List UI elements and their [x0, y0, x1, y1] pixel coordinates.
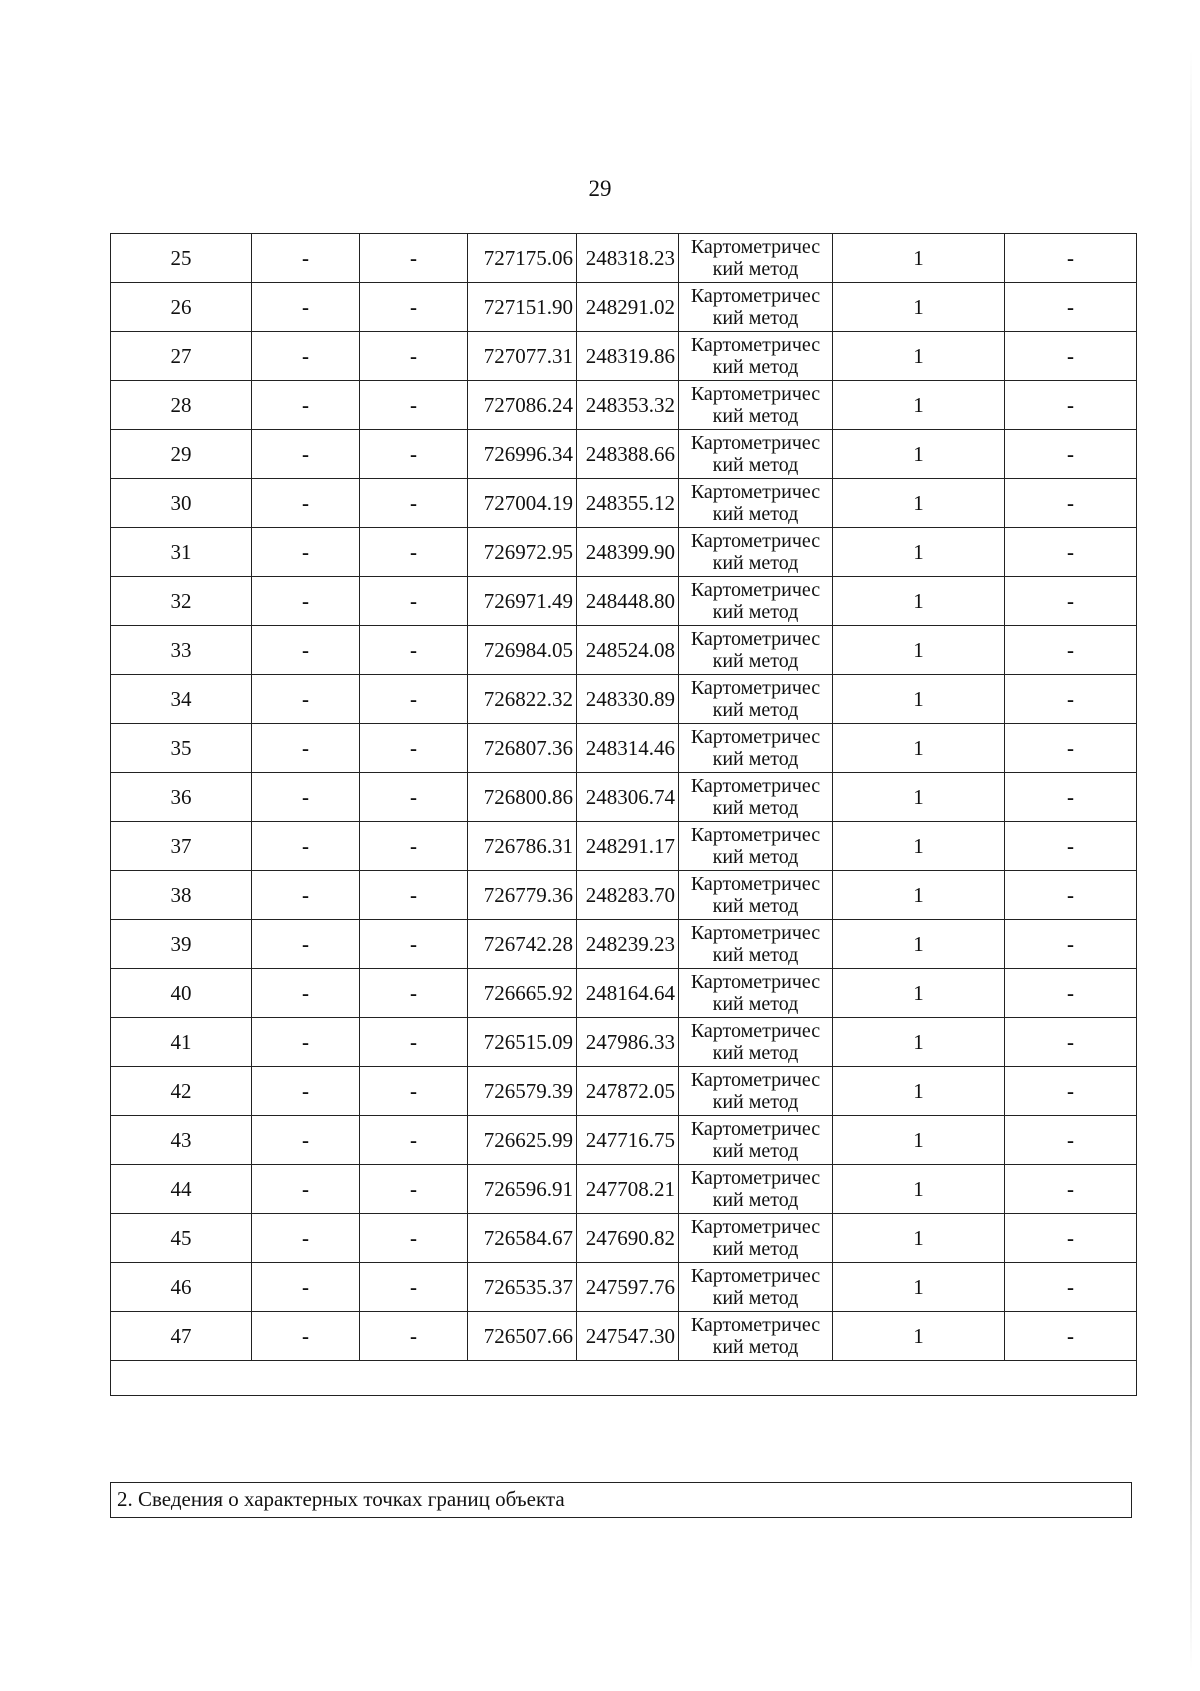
old-y-cell: - [360, 528, 468, 577]
point-description-cell: - [1005, 577, 1137, 626]
method-cell: Картометричес кий метод [679, 528, 833, 577]
point-number-cell: 29 [111, 430, 252, 479]
x-coordinate-cell: 727175.06 [468, 234, 577, 283]
old-x-cell: - [252, 1116, 360, 1165]
point-number-cell: 36 [111, 773, 252, 822]
x-coordinate-cell: 727086.24 [468, 381, 577, 430]
boundary-points-table [110, 233, 1137, 1396]
accuracy-cell: 1 [833, 234, 1005, 283]
old-x-cell: - [252, 283, 360, 332]
method-cell: Картометричес кий метод [679, 479, 833, 528]
accuracy-cell: 1 [833, 479, 1005, 528]
point-number-cell: 30 [111, 479, 252, 528]
accuracy-cell: 1 [833, 920, 1005, 969]
x-coordinate-cell: 726596.91 [468, 1165, 577, 1214]
table-row [111, 479, 1137, 528]
table-row [111, 724, 1137, 773]
old-y-cell: - [360, 822, 468, 871]
x-coordinate-cell: 726786.31 [468, 822, 577, 871]
point-description-cell: - [1005, 234, 1137, 283]
y-coordinate-cell: 248399.90 [577, 528, 679, 577]
method-cell: Картометричес кий метод [679, 1116, 833, 1165]
old-y-cell: - [360, 871, 468, 920]
table-row [111, 577, 1137, 626]
old-x-cell: - [252, 969, 360, 1018]
old-y-cell: - [360, 920, 468, 969]
y-coordinate-cell: 248388.66 [577, 430, 679, 479]
point-description-cell: - [1005, 920, 1137, 969]
y-coordinate-cell: 248239.23 [577, 920, 679, 969]
point-number-cell: 42 [111, 1067, 252, 1116]
old-x-cell: - [252, 1214, 360, 1263]
old-x-cell: - [252, 1165, 360, 1214]
method-cell: Картометричес кий метод [679, 1067, 833, 1116]
old-x-cell: - [252, 675, 360, 724]
x-coordinate-cell: 727151.90 [468, 283, 577, 332]
point-number-cell: 26 [111, 283, 252, 332]
point-description-cell: - [1005, 1214, 1137, 1263]
old-x-cell: - [252, 577, 360, 626]
method-cell: Картометричес кий метод [679, 773, 833, 822]
old-x-cell: - [252, 871, 360, 920]
point-description-cell: - [1005, 381, 1137, 430]
x-coordinate-cell: 726579.39 [468, 1067, 577, 1116]
y-coordinate-cell: 248353.32 [577, 381, 679, 430]
old-y-cell: - [360, 675, 468, 724]
method-cell: Картометричес кий метод [679, 675, 833, 724]
point-description-cell: - [1005, 675, 1137, 724]
method-cell: Картометричес кий метод [679, 920, 833, 969]
table-row [111, 822, 1137, 871]
y-coordinate-cell: 247872.05 [577, 1067, 679, 1116]
method-cell: Картометричес кий метод [679, 1263, 833, 1312]
x-coordinate-cell: 726971.49 [468, 577, 577, 626]
method-cell: Картометричес кий метод [679, 969, 833, 1018]
table-row [111, 1165, 1137, 1214]
accuracy-cell: 1 [833, 773, 1005, 822]
y-coordinate-cell: 247547.30 [577, 1312, 679, 1361]
accuracy-cell: 1 [833, 1018, 1005, 1067]
table-row [111, 430, 1137, 479]
point-number-cell: 43 [111, 1116, 252, 1165]
y-coordinate-cell: 247708.21 [577, 1165, 679, 1214]
method-cell: Картометричес кий метод [679, 381, 833, 430]
point-description-cell: - [1005, 1067, 1137, 1116]
accuracy-cell: 1 [833, 822, 1005, 871]
point-description-cell: - [1005, 773, 1137, 822]
point-description-cell: - [1005, 1116, 1137, 1165]
x-coordinate-cell: 726996.34 [468, 430, 577, 479]
y-coordinate-cell: 248318.23 [577, 234, 679, 283]
point-number-cell: 37 [111, 822, 252, 871]
old-x-cell: - [252, 822, 360, 871]
accuracy-cell: 1 [833, 577, 1005, 626]
old-y-cell: - [360, 332, 468, 381]
point-number-cell: 41 [111, 1018, 252, 1067]
old-y-cell: - [360, 626, 468, 675]
accuracy-cell: 1 [833, 332, 1005, 381]
method-cell: Картометричес кий метод [679, 283, 833, 332]
accuracy-cell: 1 [833, 381, 1005, 430]
old-x-cell: - [252, 724, 360, 773]
point-number-cell: 25 [111, 234, 252, 283]
old-y-cell: - [360, 1165, 468, 1214]
point-description-cell: - [1005, 1263, 1137, 1312]
table-row [111, 920, 1137, 969]
y-coordinate-cell: 248306.74 [577, 773, 679, 822]
point-number-cell: 34 [111, 675, 252, 724]
old-y-cell: - [360, 430, 468, 479]
x-coordinate-cell: 726822.32 [468, 675, 577, 724]
x-coordinate-cell: 727004.19 [468, 479, 577, 528]
old-y-cell: - [360, 577, 468, 626]
old-y-cell: - [360, 1312, 468, 1361]
y-coordinate-cell: 248330.89 [577, 675, 679, 724]
method-cell: Картометричес кий метод [679, 1165, 833, 1214]
x-coordinate-cell: 726984.05 [468, 626, 577, 675]
method-cell: Картометричес кий метод [679, 1312, 833, 1361]
table-row [111, 1214, 1137, 1263]
table-row [111, 1116, 1137, 1165]
point-number-cell: 31 [111, 528, 252, 577]
accuracy-cell: 1 [833, 626, 1005, 675]
point-description-cell: - [1005, 871, 1137, 920]
point-number-cell: 40 [111, 969, 252, 1018]
x-coordinate-cell: 726535.37 [468, 1263, 577, 1312]
old-y-cell: - [360, 234, 468, 283]
x-coordinate-cell: 726507.66 [468, 1312, 577, 1361]
old-x-cell: - [252, 430, 360, 479]
method-cell: Картометричес кий метод [679, 430, 833, 479]
accuracy-cell: 1 [833, 871, 1005, 920]
point-description-cell: - [1005, 1312, 1137, 1361]
old-x-cell: - [252, 332, 360, 381]
old-x-cell: - [252, 528, 360, 577]
page-edge-line [1190, 50, 1192, 1670]
table-row [111, 626, 1137, 675]
table-row [111, 1067, 1137, 1116]
point-description-cell: - [1005, 969, 1137, 1018]
table-body [111, 234, 1137, 1396]
table-row [111, 528, 1137, 577]
table-row [111, 332, 1137, 381]
old-x-cell: - [252, 479, 360, 528]
point-number-cell: 46 [111, 1263, 252, 1312]
table-row [111, 234, 1137, 283]
method-cell: Картометричес кий метод [679, 332, 833, 381]
accuracy-cell: 1 [833, 430, 1005, 479]
y-coordinate-cell: 248164.64 [577, 969, 679, 1018]
point-number-cell: 33 [111, 626, 252, 675]
point-description-cell: - [1005, 528, 1137, 577]
method-cell: Картометричес кий метод [679, 1018, 833, 1067]
table-row [111, 1018, 1137, 1067]
old-x-cell: - [252, 626, 360, 675]
x-coordinate-cell: 726515.09 [468, 1018, 577, 1067]
empty-table-cell [111, 1361, 1137, 1396]
x-coordinate-cell: 726807.36 [468, 724, 577, 773]
method-cell: Картометричес кий метод [679, 871, 833, 920]
old-y-cell: - [360, 969, 468, 1018]
y-coordinate-cell: 247986.33 [577, 1018, 679, 1067]
point-number-cell: 28 [111, 381, 252, 430]
old-y-cell: - [360, 1116, 468, 1165]
y-coordinate-cell: 248524.08 [577, 626, 679, 675]
old-y-cell: - [360, 381, 468, 430]
point-number-cell: 38 [111, 871, 252, 920]
point-description-cell: - [1005, 479, 1137, 528]
table-row [111, 1312, 1137, 1361]
point-description-cell: - [1005, 283, 1137, 332]
table-row [111, 773, 1137, 822]
old-y-cell: - [360, 1067, 468, 1116]
point-description-cell: - [1005, 430, 1137, 479]
x-coordinate-cell: 726584.67 [468, 1214, 577, 1263]
x-coordinate-cell: 726779.36 [468, 871, 577, 920]
accuracy-cell: 1 [833, 1116, 1005, 1165]
y-coordinate-cell: 247690.82 [577, 1214, 679, 1263]
old-x-cell: - [252, 1018, 360, 1067]
x-coordinate-cell: 726625.99 [468, 1116, 577, 1165]
table-row [111, 283, 1137, 332]
method-cell: Картометричес кий метод [679, 626, 833, 675]
old-y-cell: - [360, 773, 468, 822]
point-description-cell: - [1005, 724, 1137, 773]
point-number-cell: 32 [111, 577, 252, 626]
point-description-cell: - [1005, 822, 1137, 871]
old-x-cell: - [252, 1067, 360, 1116]
point-number-cell: 39 [111, 920, 252, 969]
accuracy-cell: 1 [833, 1165, 1005, 1214]
y-coordinate-cell: 248291.17 [577, 822, 679, 871]
y-coordinate-cell: 248283.70 [577, 871, 679, 920]
empty-table-row [111, 1361, 1137, 1396]
y-coordinate-cell: 248448.80 [577, 577, 679, 626]
x-coordinate-cell: 726742.28 [468, 920, 577, 969]
old-y-cell: - [360, 1263, 468, 1312]
point-number-cell: 27 [111, 332, 252, 381]
y-coordinate-cell: 247716.75 [577, 1116, 679, 1165]
table-row [111, 871, 1137, 920]
section-2-heading: 2. Сведения о характерных точках границ объекта [110, 1482, 1132, 1518]
point-description-cell: - [1005, 332, 1137, 381]
old-x-cell: - [252, 381, 360, 430]
old-y-cell: - [360, 1214, 468, 1263]
x-coordinate-cell: 726972.95 [468, 528, 577, 577]
method-cell: Картометричес кий метод [679, 1214, 833, 1263]
old-y-cell: - [360, 724, 468, 773]
table-row [111, 675, 1137, 724]
x-coordinate-cell: 726665.92 [468, 969, 577, 1018]
method-cell: Картометричес кий метод [679, 822, 833, 871]
accuracy-cell: 1 [833, 283, 1005, 332]
old-x-cell: - [252, 1312, 360, 1361]
method-cell: Картометричес кий метод [679, 234, 833, 283]
accuracy-cell: 1 [833, 724, 1005, 773]
accuracy-cell: 1 [833, 969, 1005, 1018]
accuracy-cell: 1 [833, 1214, 1005, 1263]
method-cell: Картометричес кий метод [679, 577, 833, 626]
accuracy-cell: 1 [833, 675, 1005, 724]
accuracy-cell: 1 [833, 1067, 1005, 1116]
method-cell: Картометричес кий метод [679, 724, 833, 773]
accuracy-cell: 1 [833, 1312, 1005, 1361]
table-row [111, 1263, 1137, 1312]
y-coordinate-cell: 248291.02 [577, 283, 679, 332]
y-coordinate-cell: 248314.46 [577, 724, 679, 773]
old-x-cell: - [252, 1263, 360, 1312]
y-coordinate-cell: 248319.86 [577, 332, 679, 381]
old-x-cell: - [252, 773, 360, 822]
accuracy-cell: 1 [833, 1263, 1005, 1312]
y-coordinate-cell: 248355.12 [577, 479, 679, 528]
page-number: 29 [588, 176, 612, 201]
point-number-cell: 44 [111, 1165, 252, 1214]
old-y-cell: - [360, 1018, 468, 1067]
old-y-cell: - [360, 283, 468, 332]
old-x-cell: - [252, 920, 360, 969]
y-coordinate-cell: 247597.76 [577, 1263, 679, 1312]
point-description-cell: - [1005, 1165, 1137, 1214]
point-number-cell: 35 [111, 724, 252, 773]
x-coordinate-cell: 727077.31 [468, 332, 577, 381]
table-row [111, 381, 1137, 430]
x-coordinate-cell: 726800.86 [468, 773, 577, 822]
point-number-cell: 47 [111, 1312, 252, 1361]
point-number-cell: 45 [111, 1214, 252, 1263]
point-description-cell: - [1005, 1018, 1137, 1067]
point-description-cell: - [1005, 626, 1137, 675]
old-y-cell: - [360, 479, 468, 528]
accuracy-cell: 1 [833, 528, 1005, 577]
table-row [111, 969, 1137, 1018]
old-x-cell: - [252, 234, 360, 283]
